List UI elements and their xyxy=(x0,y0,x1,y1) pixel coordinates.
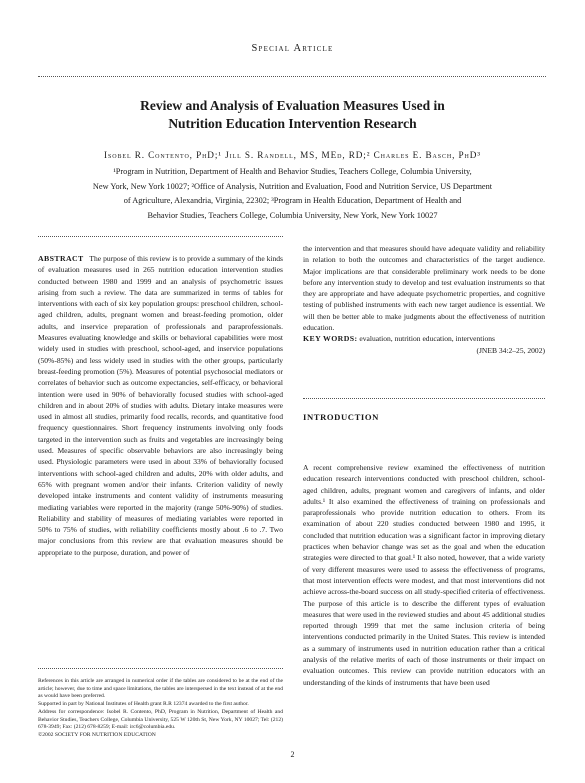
affiliation-line-3: of Agriculture, Alexandria, Virginia, 22302; ³Program in Health Education, Department of Health and xyxy=(123,196,462,205)
introduction-heading: INTRODUCTION xyxy=(303,412,379,422)
article-title xyxy=(60,97,525,133)
keywords-label: KEY WORDS: xyxy=(303,334,358,344)
abstract-left-column xyxy=(38,253,283,558)
keywords xyxy=(303,333,545,344)
page-number: 2 xyxy=(290,750,295,759)
citation: (JNEB 34:2–25, 2002) xyxy=(476,345,545,355)
title-line-1: Review and Analysis of Evaluation Measures Used in xyxy=(140,98,445,113)
abstract-label: ABSTRACT xyxy=(38,254,84,263)
affiliation-line-2: New York, New York 10027; ²Office of Analysis, Nutrition and Evaluation, Food and Nutrition Service, US Department xyxy=(92,181,493,191)
header-divider xyxy=(38,76,546,77)
introduction-column xyxy=(303,462,545,688)
footnote-references: References in this article are arranged in numerical order if the tables are considered to be at the end of the article; however, due to time and space limitations, the tables are interspersed in the text instead of at the end as would have been preferred. xyxy=(38,678,283,700)
affiliation-line-1: ¹Program in Nutrition, Department of Health and Behavior Studies, Teachers College, Columbia University, xyxy=(113,167,472,176)
abstract-bottom-divider xyxy=(303,398,545,399)
footnotes xyxy=(38,678,283,740)
title-line-2: Nutrition Education Intervention Research xyxy=(168,116,417,131)
abstract-top-divider xyxy=(38,236,283,237)
abstract-paragraph xyxy=(38,253,283,558)
affiliations xyxy=(40,165,545,223)
keywords-text: evaluation, nutrition education, interventions xyxy=(359,334,495,344)
footnote-copyright: ©2002 SOCIETY FOR NUTRITION EDUCATION xyxy=(38,731,156,738)
footnote-support: Supported in part by National Institutes of Health grant R.R 12374 awarded to the first author. xyxy=(38,701,249,708)
affiliation-line-4: Behavior Studies, Teachers College, Columbia University, New York, New York 10027 xyxy=(147,210,438,220)
abstract-right-column xyxy=(303,243,545,356)
abstract-text-left: The purpose of this review is to provide a summary of the kinds of evaluation measures used in 265 nutrition education intervention studies conducted between 1980 and 1999 and an analysis of psychometric issues arising from such a review. The data are summarized in terms of tables for interventions with each of six key population groups: preschool children, school-aged children, adults, pregnant women and breast-feeding promotion, older adults, and inservice preparation of professionals and paraprofessionals. Measures evaluating knowledge and skills or behavioral capabilities were most widely used in studies with preschool, school-aged, and inservice populations (50%-85%) and less widely used in studies with the other groups, particularly breast-feeding promotion (5%). Measures of potential psychosocial mediators or correlates of behavior such as outcome expectancies, self-efficacy, or behavioral intention were used in 90% of behaviorally focused studies with school-aged children and in about 20% of studies with adults. Dietary intake measures were used in almost all studies, primarily food recalls, records, and quantitative food frequency questionnaires. Short frequency instruments involving only foods targeted in the intervention such as fruits and vegetables are increasingly being used. Measures of specific observable behaviors are also increasingly being used. Physiologic parameters were used in about 33% of behaviorally focused interventions with school-aged children and adults, 20% with older adults, and 65% with pregnant women and/or their infants. Criterion validity of newly developed intake instruments and content validity of instruments measuring mediating variables were reported in the majority (range 50%-90%) of studies. Reliability and stability of measures of mediating variables were reported in 50% to 75% of studies, with reliability coefficients mostly about .6 to .7. Two major conclusions from this review are that evaluation measures should be appropriate to the purpose, duration, and power of xyxy=(38,254,283,557)
footnote-divider xyxy=(38,668,283,669)
footnote-correspondence: Address for correspondence: Isobel R. Contento, PhD, Program in Nutrition, Department of Health and Behavior Studies, Teachers College, Columbia University, 525 W 120th St, New York, NY 10027; Tel: (212) 678-3949; Fax: (212) 678-8259; E-mail: irc6@columbia.edu. xyxy=(38,708,283,731)
introduction-text: A recent comprehensive review examined the effectiveness of nutrition education research interventions conducted with preschool children, school-aged children, adults, pregnant women and caregivers of infants, and older adults.¹ It also examined the effectiveness of training on professionals and paraprofessionals who provide nutrition education to others. From its examination of about 220 studies conducted between 1980 and 1995, it concluded that nutrition education was a significant factor in improving dietary practices when behavior change was set as the goal and when the education strategies were directed to that goal.¹ It also noted, however, that a wide variety of very different measures were used to assess the effectiveness of programs, that most intervention effects were modest, and that most interventions did not achieve across-the-board success on all study-specified criteria of effectiveness. The purpose of this article is to describe the different types of evaluation measures that were used in the reviewed studies and about 45 additional studies reported through 1999 that met the same inclusion criteria of being interventions conducted primarily in the United States. This review is intended as a summary of instruments used in nutrition education rather than a critical analysis of the relative merits of each of those instruments or their impact on evaluation outcomes. This review can provide nutrition educators with an understanding of the kinds of instruments that have been used xyxy=(303,463,545,687)
author-list: Isobel R. Contento, PhD;¹ Jill S. Randell, MS, MEd, RD;² Charles E. Basch, PhD³ xyxy=(104,150,481,160)
abstract-text-right: the intervention and that measures should have adequate validity and reliability in relation to both the outcomes and characteristics of the target audience. Major implications are that considerable preliminary work needs to be done before any intervention study to develop and test evaluation instruments so that they are appropriate and have adequate psychometric properties, and cognitive testing of published instruments with each new target audience is essential. We will then be better able to make judgments about the effectiveness of nutrition education. xyxy=(303,244,545,333)
section-label: Special Article xyxy=(251,43,334,54)
